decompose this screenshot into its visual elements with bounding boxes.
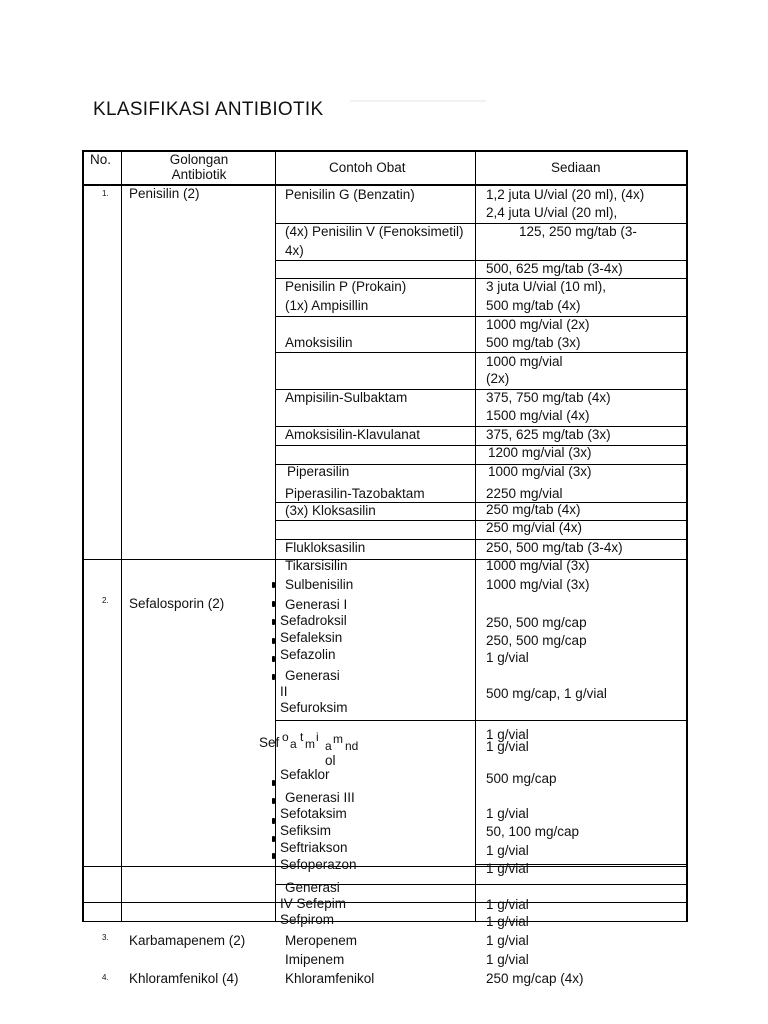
contoh-obat: 4x) xyxy=(285,243,304,258)
contoh-obat: (4x) Penisilin V (Fenoksimetil) xyxy=(285,224,464,239)
contoh-obat: Ampisilin-Sulbaktam xyxy=(285,390,408,405)
bullet-icon xyxy=(272,818,275,824)
sediaan-value: 1 g/vial xyxy=(486,897,529,912)
scrambled-fragment: i xyxy=(316,730,319,744)
golongan-label: Penisilin (2) xyxy=(129,186,200,201)
contoh-obat: Sefazolin xyxy=(280,647,336,662)
sediaan-value: 1 g/vial xyxy=(486,727,529,742)
contoh-obat: Sulbenisilin xyxy=(285,577,354,592)
golongan-label: Khloramfenikol (4) xyxy=(129,971,239,986)
contoh-obat: Imipenem xyxy=(285,952,345,967)
contoh-obat: Generasi III xyxy=(285,790,355,805)
sediaan-value: 250, 500 mg/cap xyxy=(486,633,587,648)
contoh-obat: Seftriakson xyxy=(280,840,348,855)
sediaan-value: 3 juta U/vial (10 ml), xyxy=(486,279,607,294)
column-divider-no xyxy=(121,150,122,922)
section-divider xyxy=(82,559,688,560)
contoh-obat: Khloramfenikol xyxy=(285,971,375,986)
sediaan-value: 1 g/vial xyxy=(486,861,529,876)
sediaan-value: 1000 mg/vial xyxy=(486,354,563,369)
contoh-obat: IV Sefepim xyxy=(280,896,347,911)
golongan-label: Sefalosporin (2) xyxy=(129,596,225,611)
contoh-obat: Penisilin P (Prokain) xyxy=(285,279,407,294)
scrambled-fragment: nd xyxy=(345,739,359,753)
row-divider xyxy=(275,445,687,446)
contoh-obat: Flukloksasilin xyxy=(285,540,366,555)
sediaan-value: 1000 mg/vial (3x) xyxy=(486,577,590,592)
contoh-obat: Sefaleksin xyxy=(280,630,343,645)
contoh-obat: Generasi I xyxy=(285,597,348,612)
scrambled-fragment: m xyxy=(333,732,343,746)
contoh-obat: Piperasilin-Tazobaktam xyxy=(285,486,425,501)
sediaan-value: 1 g/vial xyxy=(486,933,529,948)
sediaan-value: 500, 625 mg/tab (3-4x) xyxy=(486,261,623,276)
row-divider xyxy=(275,520,687,521)
contoh-obat: (1x) Ampisillin xyxy=(285,298,369,313)
row-divider xyxy=(275,720,687,721)
row-number: 3. xyxy=(102,933,109,942)
sediaan-value: 1,2 juta U/vial (20 ml), (4x) xyxy=(486,187,645,202)
sediaan-value: 1 g/vial xyxy=(486,806,529,821)
sediaan-value: 250 mg/tab (4x) xyxy=(486,502,581,517)
scrambled-fragment: o xyxy=(282,730,289,744)
row-divider xyxy=(275,352,687,353)
sediaan-value: 250 mg/vial (4x) xyxy=(486,520,583,535)
contoh-obat: Sefadroksil xyxy=(280,613,347,628)
scrambled-fragment: a xyxy=(290,737,297,751)
header-contoh: Contoh Obat xyxy=(329,160,406,175)
bullet-icon xyxy=(272,836,275,842)
row-number: 2. xyxy=(102,596,109,605)
sediaan-value: 1000 mg/vial (3x) xyxy=(488,464,592,479)
scrambled-fragment: a xyxy=(325,739,332,753)
contoh-obat: Sefuroksim xyxy=(280,700,348,715)
sediaan-value: 375, 750 mg/tab (4x) xyxy=(486,390,611,405)
sediaan-value: 1 g/vial xyxy=(486,650,529,665)
sediaan-value: 1500 mg/vial (4x) xyxy=(486,408,590,423)
sediaan-value: 1 g/vial xyxy=(486,914,529,929)
contoh-obat: Amoksisilin-Klavulanat xyxy=(285,427,421,442)
contoh-obat: Sefotaksim xyxy=(280,806,347,821)
sediaan-value: 1200 mg/vial (3x) xyxy=(488,445,592,460)
sediaan-value: (2x) xyxy=(486,371,510,386)
bullet-icon xyxy=(272,582,275,588)
header-no: No. xyxy=(90,152,112,167)
bullet-icon xyxy=(272,798,275,804)
contoh-obat: Sefpirom xyxy=(280,912,335,927)
bullet-icon xyxy=(272,656,275,662)
sediaan-value: 375, 625 mg/tab (3x) xyxy=(486,427,611,442)
contoh-obat: Penisilin G (Benzatin) xyxy=(285,187,415,202)
sediaan-value: 2250 mg/vial xyxy=(486,486,563,501)
contoh-obat: II xyxy=(280,684,288,699)
header-golongan: Golongan Antibiotik xyxy=(169,152,229,182)
sediaan-value: 250, 500 mg/cap xyxy=(486,615,587,630)
bullet-icon xyxy=(272,619,275,625)
scrambled-fragment: m xyxy=(305,737,315,751)
scrambled-fragment: t xyxy=(300,730,304,744)
contoh-obat: Sefiksim xyxy=(280,823,332,838)
title-underline-shadow xyxy=(350,100,486,102)
column-divider-golongan xyxy=(275,150,276,922)
sediaan-value: 2,4 juta U/vial (20 ml), xyxy=(486,205,618,220)
bullet-icon xyxy=(272,780,275,786)
row-divider xyxy=(275,260,687,261)
column-divider-contoh xyxy=(475,150,476,922)
contoh-obat: Sefaklor xyxy=(280,767,330,782)
table-border-left xyxy=(82,150,84,922)
contoh-obat: Tikarsisilin xyxy=(285,558,348,573)
bullet-icon xyxy=(272,638,275,644)
bullet-icon xyxy=(272,601,275,607)
row-divider xyxy=(275,316,687,317)
row-number: 4. xyxy=(102,973,109,982)
sediaan-value: 250 mg/cap (4x) xyxy=(486,971,584,986)
sediaan-value: 1 g/vial xyxy=(486,739,529,754)
contoh-obat: Amoksisilin xyxy=(285,335,353,350)
contoh-obat: (3x) Kloksasilin xyxy=(285,503,376,518)
sediaan-value: 500 mg/cap, 1 g/vial xyxy=(486,686,607,701)
bullet-icon xyxy=(272,674,275,680)
contoh-obat: Generasi xyxy=(285,668,340,683)
row-divider xyxy=(82,866,688,867)
sediaan-value: 500 mg/tab (3x) xyxy=(486,335,581,350)
table-border-right xyxy=(686,150,688,922)
sediaan-value: 500 mg/cap xyxy=(486,771,557,786)
page-title: KLASIFIKASI ANTIBIOTIK xyxy=(93,99,324,120)
contoh-obat: Generasi xyxy=(285,880,340,895)
golongan-label: Karbamapenem (2) xyxy=(129,933,246,948)
sediaan-value: 50, 100 mg/cap xyxy=(486,824,580,839)
sediaan-value: 250, 500 mg/tab (3-4x) xyxy=(486,540,623,555)
sediaan-value: 1 g/vial xyxy=(486,843,529,858)
sediaan-value: 1 g/vial xyxy=(486,952,529,967)
sediaan-value: 500 mg/tab (4x) xyxy=(486,298,581,313)
sediaan-value: 125, 250 mg/tab (3- xyxy=(519,224,637,239)
sediaan-value: 1000 mg/vial (2x) xyxy=(486,317,590,332)
contoh-obat: Piperasilin xyxy=(287,464,350,479)
scrambled-fragment: Sef xyxy=(259,735,280,750)
header-sediaan: Sediaan xyxy=(551,160,601,175)
contoh-obat: Sefoperazon xyxy=(280,857,357,872)
row-number: 1. xyxy=(102,189,109,198)
table-bottom-border xyxy=(82,921,688,922)
bullet-icon xyxy=(272,853,275,859)
sediaan-value: 1000 mg/vial (3x) xyxy=(486,558,590,573)
row-divider xyxy=(82,902,688,903)
contoh-obat: Meropenem xyxy=(285,933,358,948)
scrambled-fragment: ol xyxy=(325,753,336,768)
